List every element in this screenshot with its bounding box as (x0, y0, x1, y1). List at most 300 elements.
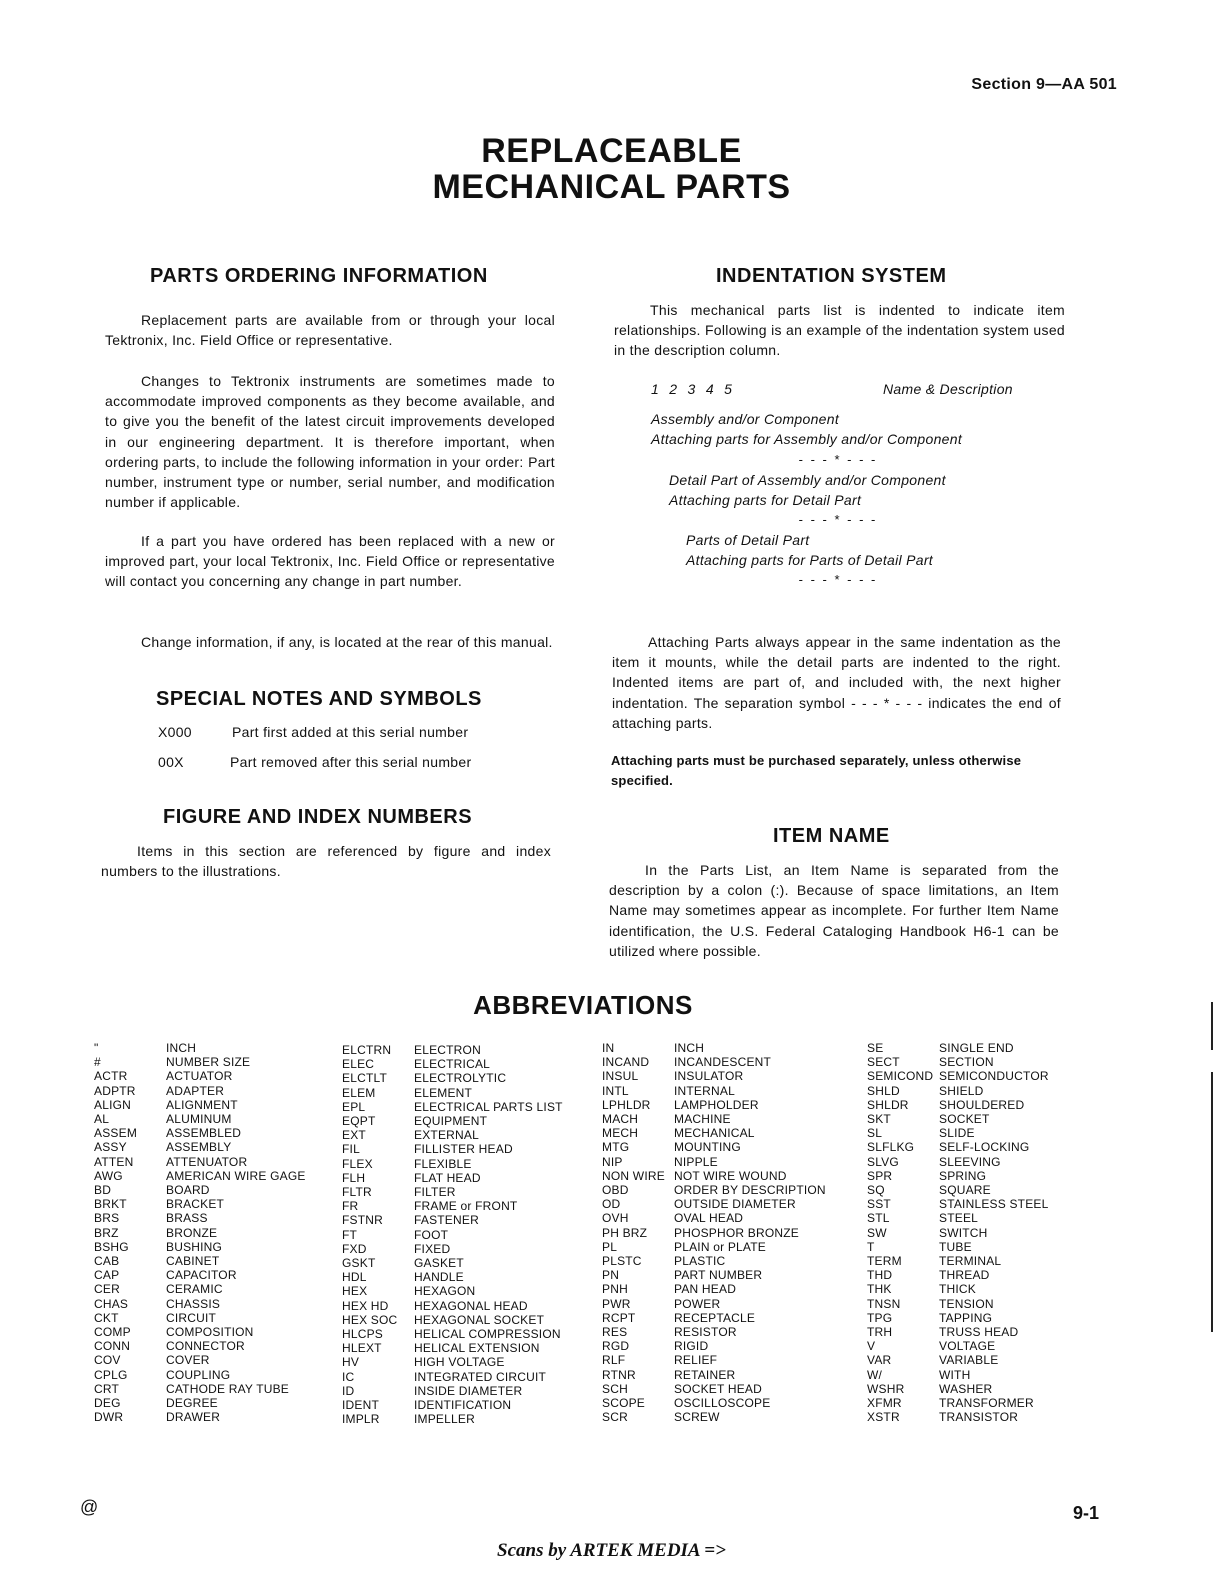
abbreviation-code: ASSY (94, 1140, 127, 1155)
abbreviation-row (867, 1169, 1049, 1183)
abbreviation-meaning: ELECTROLYTIC (414, 1071, 507, 1086)
abbreviation-row (94, 1183, 306, 1197)
abbreviation-meaning: LAMPHOLDER (674, 1097, 759, 1112)
abbreviation-meaning: MOUNTING (674, 1140, 741, 1155)
abbreviation-row (602, 1041, 826, 1055)
footer-symbol: @ (80, 1497, 99, 1517)
abbreviation-meaning: PART NUMBER (674, 1268, 763, 1283)
abbreviation-meaning: FOOT (414, 1227, 449, 1242)
abbreviation-meaning: INTEGRATED CIRCUIT (414, 1369, 547, 1384)
abbreviation-row (867, 1098, 1049, 1112)
abbreviation-meaning: TUBE (939, 1239, 972, 1254)
abbreviation-meaning: FLAT HEAD (414, 1170, 481, 1185)
abbreviation-row (867, 1268, 1049, 1282)
abbreviation-code: RLF (602, 1353, 626, 1368)
edge-mark (1211, 1072, 1213, 1332)
abbreviation-meaning: WITH (939, 1367, 971, 1382)
abbreviation-row (342, 1114, 563, 1128)
abbreviation-code: HEX HD (342, 1298, 389, 1313)
attaching-parts-note: Attaching parts must be purchased separately, unless otherwise specified. (611, 753, 1022, 788)
abbreviation-row (342, 1185, 563, 1199)
abbreviation-meaning: CABINET (166, 1254, 220, 1269)
separator-symbol: - - - * - - - (798, 572, 878, 587)
abbreviation-code: SCOPE (602, 1396, 646, 1411)
abbreviation-meaning: STAINLESS STEEL (939, 1197, 1049, 1212)
abbreviation-meaning: NIPPLE (674, 1154, 718, 1169)
abbreviation-meaning: BRACKET (166, 1197, 225, 1212)
abbreviation-code: ACTR (94, 1069, 128, 1084)
abbreviation-row (342, 1398, 563, 1412)
abbreviation-row (94, 1112, 306, 1126)
abbreviation-meaning: FILLISTER HEAD (414, 1142, 513, 1157)
abbreviation-meaning: MACHINE (674, 1112, 731, 1127)
abbreviation-code: ELCTLT (342, 1071, 387, 1086)
abbreviation-row (94, 1155, 306, 1169)
edge-mark (1211, 1002, 1213, 1050)
abbreviation-code: MECH (602, 1126, 639, 1141)
abbreviation-meaning: THICK (939, 1282, 976, 1297)
abbreviation-code: FIL (342, 1142, 360, 1157)
abbreviation-row (342, 1313, 563, 1327)
abbreviation-code: W/ (867, 1367, 883, 1382)
abbreviation-meaning: OSCILLOSCOPE (674, 1396, 771, 1411)
abbreviation-row (94, 1140, 306, 1154)
abbreviation-meaning: COMPOSITION (166, 1325, 254, 1340)
abbreviation-code: SEMICOND (867, 1069, 934, 1084)
abbreviation-meaning: ASSEMBLED (166, 1126, 242, 1141)
abbreviation-code: SLFLKG (867, 1140, 915, 1155)
abbreviation-code: SST (867, 1197, 891, 1212)
abbreviation-row (94, 1098, 306, 1112)
parts-ordering-p2: Changes to Tektronix instruments are sometimes made to accommodate improved components as they become available, and to give you the benefit of the latest circuit improvements developed in our engineering department. It is therefore important, when ordering parts, to include the following information in your order: Part number, instrument type or number, serial number, and modification number if applicable. (105, 373, 555, 511)
abbreviation-meaning: SHIELD (939, 1083, 984, 1098)
item-name-p1: In the Parts List, an Item Name is separated from the description by a colon (:). Because of space limitations, an Item Name may sometimes appear as incomplete. For further Item Name identification, the U.S. Federal Cataloging Handbook H6-1 can be utilized where possible. (609, 862, 1059, 959)
abbreviation-row (342, 1370, 563, 1384)
abbreviation-row (94, 1169, 306, 1183)
abbreviation-code: EQPT (342, 1114, 376, 1129)
abbreviation-row (342, 1057, 563, 1071)
abbreviation-meaning: PAN HEAD (674, 1282, 737, 1297)
abbreviation-row (867, 1410, 1049, 1424)
abbreviation-code: SPR (867, 1168, 893, 1183)
abbreviation-row (867, 1041, 1049, 1055)
abbreviation-meaning: HEXAGONAL SOCKET (414, 1312, 545, 1327)
abbreviation-code: MACH (602, 1112, 639, 1127)
abbreviation-row (94, 1055, 306, 1069)
abbreviation-meaning: VOLTAGE (939, 1339, 996, 1354)
abbreviation-code: PWR (602, 1296, 631, 1311)
abbreviation-meaning: IDENTIFICATION (414, 1398, 512, 1413)
abbreviation-meaning: INCANDESCENT (674, 1055, 772, 1070)
abbreviation-code: " (94, 1041, 99, 1055)
indent-line-assembly-attaching: Attaching parts for Assembly and/or Component (651, 431, 963, 447)
abbreviation-row (94, 1197, 306, 1211)
page-title-line1: REPLACEABLE (481, 132, 742, 170)
indentation-p2: Attaching Parts always appear in the same indentation as the item it mounts, while the detail parts are indented to the right. Indented items are part of, and included with, the next higher indentation. The separation symbol - - - * - - - indicates the end of attaching parts. (612, 634, 1061, 731)
abbreviation-meaning: HIGH VOLTAGE (414, 1355, 505, 1370)
abbreviation-code: V (867, 1339, 876, 1354)
indent-line-parts: Parts of Detail Part (686, 532, 810, 548)
abbreviation-code: TNSN (867, 1296, 901, 1311)
abbreviation-meaning: NOT WIRE WOUND (674, 1168, 787, 1183)
abbreviation-code: EXT (342, 1128, 366, 1143)
abbreviation-meaning: TRUSS HEAD (939, 1325, 1019, 1340)
abbreviation-meaning: CATHODE RAY TUBE (166, 1381, 290, 1396)
separator-symbol: - - - * - - - (798, 452, 878, 467)
abbreviation-code: DWR (94, 1410, 124, 1425)
abbreviation-code: SLVG (867, 1154, 899, 1169)
abbreviation-code: ALIGN (94, 1097, 132, 1112)
abbreviation-code: NON WIRE (602, 1168, 665, 1183)
abbreviation-row (602, 1240, 826, 1254)
indent-line-parts-attaching: Attaching parts for Parts of Detail Part (686, 552, 933, 568)
abbreviation-meaning: GASKET (414, 1256, 464, 1271)
abbreviations-col3 (602, 1041, 826, 1424)
abbreviation-row (602, 1297, 826, 1311)
abbreviation-meaning: ELECTRICAL (414, 1057, 491, 1072)
abbreviation-code: CER (94, 1282, 120, 1297)
abbreviation-row (342, 1043, 563, 1057)
abbreviation-row (867, 1211, 1049, 1225)
abbreviation-row (94, 1382, 306, 1396)
abbreviation-code: ID (342, 1383, 355, 1398)
abbreviation-row (94, 1311, 306, 1325)
abbreviation-meaning: MECHANICAL (674, 1126, 755, 1141)
abbreviation-meaning: TRANSISTOR (939, 1410, 1019, 1425)
abbreviation-code: ATTEN (94, 1154, 134, 1169)
abbreviation-row (867, 1282, 1049, 1296)
abbreviation-code: INTL (602, 1083, 629, 1098)
abbreviation-meaning: TAPPING (939, 1310, 993, 1325)
abbreviation-code: DEG (94, 1396, 121, 1411)
abbreviations-heading: ABBREVIATIONS (473, 990, 693, 1020)
abbreviation-row (342, 1199, 563, 1213)
abbreviation-row (342, 1242, 563, 1256)
abbreviation-meaning: DRAWER (166, 1410, 221, 1425)
abbreviation-meaning: FIXED (414, 1241, 451, 1256)
abbreviation-code: BSHG (94, 1239, 129, 1254)
abbreviation-code: OBD (602, 1183, 629, 1198)
abbreviation-meaning: ADAPTER (166, 1083, 225, 1098)
abbreviation-code: BRKT (94, 1197, 127, 1212)
abbreviation-meaning: CAPACITOR (166, 1268, 237, 1283)
abbreviation-meaning: VARIABLE (939, 1353, 999, 1368)
abbreviation-code: PH BRZ (602, 1225, 648, 1240)
abbreviation-meaning: INSIDE DIAMETER (414, 1383, 523, 1398)
abbreviation-row (867, 1325, 1049, 1339)
abbreviation-code: AWG (94, 1168, 123, 1183)
abbreviation-code: RCPT (602, 1310, 636, 1325)
abbreviation-row (602, 1155, 826, 1169)
abbreviation-meaning: INCH (166, 1041, 197, 1055)
abbreviation-code: SE (867, 1041, 884, 1055)
abbreviation-meaning: EXTERNAL (414, 1128, 479, 1143)
abbreviation-meaning: SELF-LOCKING (939, 1140, 1030, 1155)
abbreviation-code: HV (342, 1355, 360, 1370)
abbreviation-meaning: HELICAL COMPRESSION (414, 1327, 561, 1342)
abbreviation-code: SQ (867, 1183, 885, 1198)
abbreviation-row (867, 1226, 1049, 1240)
abbreviation-code: CHAS (94, 1296, 129, 1311)
abbreviation-code: FSTNR (342, 1213, 383, 1228)
abbreviation-row (602, 1197, 826, 1211)
abbreviation-row (602, 1396, 826, 1410)
abbreviation-row (867, 1353, 1049, 1367)
figure-index-heading: FIGURE AND INDEX NUMBERS (163, 806, 473, 828)
symbol-code: X000 (158, 724, 192, 740)
abbreviation-code: FLEX (342, 1156, 373, 1171)
abbreviation-meaning: HEXAGONAL HEAD (414, 1298, 528, 1313)
abbreviation-row (94, 1240, 306, 1254)
abbreviation-row (867, 1183, 1049, 1197)
page-number: 9-1 (1072, 1503, 1099, 1523)
abbreviation-meaning: BUSHING (166, 1239, 223, 1254)
abbreviation-meaning: HELICAL EXTENSION (414, 1341, 540, 1356)
abbreviation-meaning: NUMBER SIZE (166, 1055, 251, 1070)
abbreviation-meaning: INTERNAL (674, 1083, 735, 1098)
abbreviation-meaning: BOARD (166, 1183, 210, 1198)
abbreviation-meaning: SLEEVING (939, 1154, 1001, 1169)
abbreviations-col4 (867, 1041, 1049, 1424)
abbreviation-code: CKT (94, 1310, 119, 1325)
abbreviation-row (342, 1355, 563, 1369)
abbreviation-row (94, 1282, 306, 1296)
abbreviation-row (602, 1268, 826, 1282)
abbreviation-code: PNH (602, 1282, 628, 1297)
abbreviation-row (94, 1410, 306, 1424)
abbreviation-row (342, 1157, 563, 1171)
abbreviation-meaning: IMPELLER (414, 1412, 475, 1427)
abbreviation-meaning: SEMICONDUCTOR (939, 1069, 1049, 1084)
abbreviation-row (867, 1084, 1049, 1098)
abbreviation-code: ELEC (342, 1057, 375, 1072)
abbreviation-row (342, 1128, 563, 1142)
abbreviation-row (94, 1041, 306, 1055)
abbreviation-row (94, 1297, 306, 1311)
abbreviation-row (602, 1126, 826, 1140)
abbreviation-row (94, 1325, 306, 1339)
abbreviations-col2 (342, 1043, 563, 1426)
abbreviation-meaning: RELIEF (674, 1353, 718, 1368)
abbreviation-meaning: CONNECTOR (166, 1339, 245, 1354)
abbreviation-row (342, 1270, 563, 1284)
abbreviation-row (94, 1353, 306, 1367)
abbreviation-code: IDENT (342, 1398, 379, 1413)
abbreviation-code: ELEM (342, 1085, 376, 1100)
parts-ordering-p1: Replacement parts are available from or through your local Tektronix, Inc. Field Office or representative. (105, 312, 555, 349)
abbreviation-row (342, 1412, 563, 1426)
symbol-text: Part removed after this serial number (230, 754, 472, 770)
indent-levels: 1 2 3 4 5 (651, 381, 733, 397)
abbreviation-row (867, 1368, 1049, 1382)
abbreviation-code: SKT (867, 1112, 891, 1127)
abbreviation-row (342, 1213, 563, 1227)
abbreviation-row (94, 1339, 306, 1353)
indent-line-detail: Detail Part of Assembly and/or Component (669, 472, 946, 488)
abbreviation-code: COMP (94, 1325, 131, 1340)
abbreviation-row (602, 1410, 826, 1424)
abbreviation-meaning: SHOULDERED (939, 1097, 1025, 1112)
abbreviation-meaning: RESISTOR (674, 1325, 737, 1340)
abbreviation-row (342, 1071, 563, 1085)
abbreviation-code: SW (867, 1225, 887, 1240)
abbreviation-row (342, 1299, 563, 1313)
abbreviation-meaning: ASSEMBLY (166, 1140, 232, 1155)
abbreviation-row (867, 1155, 1049, 1169)
abbreviation-code: BD (94, 1183, 112, 1198)
abbreviation-code: AL (94, 1112, 110, 1127)
scans-credit: Scans by ARTEK MEDIA => (497, 1540, 726, 1561)
abbreviation-row (602, 1339, 826, 1353)
abbreviation-code: TERM (867, 1254, 902, 1269)
abbreviation-row (867, 1055, 1049, 1069)
abbreviation-meaning: RECEPTACLE (674, 1310, 756, 1325)
abbreviation-code: HLEXT (342, 1341, 382, 1356)
abbreviation-row (94, 1226, 306, 1240)
abbreviation-row (602, 1084, 826, 1098)
abbreviation-meaning: OUTSIDE DIAMETER (674, 1197, 796, 1212)
abbreviation-code: FXD (342, 1241, 367, 1256)
abbreviation-row (602, 1140, 826, 1154)
indent-line-assembly: Assembly and/or Component (651, 411, 840, 427)
abbreviation-code: FT (342, 1227, 358, 1242)
abbreviation-row (867, 1126, 1049, 1140)
abbreviation-code: FLTR (342, 1185, 372, 1200)
abbreviation-row (342, 1171, 563, 1185)
abbreviation-code: RGD (602, 1339, 630, 1354)
abbreviation-meaning: COUPLING (166, 1367, 231, 1382)
abbreviation-row (602, 1353, 826, 1367)
abbreviation-meaning: ALIGNMENT (166, 1097, 238, 1112)
abbreviation-row (94, 1211, 306, 1225)
abbreviation-row (867, 1396, 1049, 1410)
abbreviation-row (602, 1112, 826, 1126)
abbreviation-meaning: INCH (674, 1041, 705, 1055)
abbreviation-code: OVH (602, 1211, 629, 1226)
abbreviation-meaning: DEGREE (166, 1396, 218, 1411)
abbreviation-meaning: SOCKET (939, 1112, 990, 1127)
section-label: Section 9—AA 501 (971, 76, 1117, 93)
special-notes-heading: SPECIAL NOTES AND SYMBOLS (156, 688, 482, 710)
abbreviation-row (602, 1311, 826, 1325)
abbreviation-meaning: SLIDE (939, 1126, 975, 1141)
abbreviation-code: XFMR (867, 1396, 902, 1411)
abbreviation-code: BRS (94, 1211, 120, 1226)
abbreviation-row (342, 1284, 563, 1298)
abbreviation-row (602, 1325, 826, 1339)
abbreviation-row (867, 1254, 1049, 1268)
abbreviation-row (342, 1086, 563, 1100)
abbreviation-code: TRH (867, 1325, 893, 1340)
abbreviation-row (602, 1169, 826, 1183)
abbreviation-meaning: FRAME or FRONT (414, 1199, 518, 1214)
symbol-code: 00X (158, 754, 184, 770)
abbreviation-meaning: THREAD (939, 1268, 990, 1283)
abbreviation-row (602, 1368, 826, 1382)
abbreviation-meaning: ELECTRICAL PARTS LIST (414, 1099, 563, 1114)
abbreviation-code: OD (602, 1197, 621, 1212)
parts-ordering-heading: PARTS ORDERING INFORMATION (150, 265, 488, 287)
abbreviation-row (342, 1256, 563, 1270)
abbreviation-code: IC (342, 1369, 355, 1384)
abbreviation-code: LPHLDR (602, 1097, 651, 1112)
figure-index-p1: Items in this section are referenced by figure and index numbers to the illustrations. (101, 843, 551, 880)
abbreviation-code: NIP (602, 1154, 623, 1169)
abbreviation-meaning: FLEXIBLE (414, 1156, 472, 1171)
abbreviation-code: RES (602, 1325, 628, 1340)
abbreviation-meaning: INSULATOR (674, 1069, 744, 1084)
abbreviation-meaning: CIRCUIT (166, 1310, 217, 1325)
abbreviation-code: CAB (94, 1254, 120, 1269)
abbreviation-code: IN (602, 1041, 615, 1055)
abbreviation-code: ADPTR (94, 1083, 136, 1098)
abbreviations-col1 (94, 1041, 306, 1424)
abbreviation-code: MTG (602, 1140, 630, 1155)
abbreviation-code: RTNR (602, 1367, 636, 1382)
abbreviation-meaning: EQUIPMENT (414, 1114, 488, 1129)
abbreviation-row (94, 1084, 306, 1098)
abbreviation-code: TPG (867, 1310, 893, 1325)
abbreviation-code: SCR (602, 1410, 628, 1425)
symbol-row-added (158, 724, 468, 740)
abbreviation-code: INCAND (602, 1055, 650, 1070)
abbreviation-code: GSKT (342, 1256, 376, 1271)
abbreviation-meaning: FASTENER (414, 1213, 479, 1228)
abbreviation-code: ASSEM (94, 1126, 138, 1141)
abbreviation-row (342, 1228, 563, 1242)
indent-line-detail-attaching: Attaching parts for Detail Part (669, 492, 862, 508)
abbreviation-code: INSUL (602, 1069, 639, 1084)
abbreviation-meaning: TENSION (939, 1296, 994, 1311)
abbreviation-code: SCH (602, 1381, 628, 1396)
abbreviation-row (94, 1254, 306, 1268)
abbreviation-code: SHLD (867, 1083, 900, 1098)
abbreviation-code: SL (867, 1126, 883, 1141)
abbreviation-code: XSTR (867, 1410, 900, 1425)
abbreviation-row (867, 1382, 1049, 1396)
abbreviation-row (94, 1268, 306, 1282)
abbreviation-meaning: POWER (674, 1296, 721, 1311)
abbreviation-meaning: ORDER BY DESCRIPTION (674, 1183, 826, 1198)
indentation-heading: INDENTATION SYSTEM (716, 265, 947, 287)
abbreviation-meaning: PLASTIC (674, 1254, 726, 1269)
abbreviation-row (867, 1069, 1049, 1083)
separator-symbol: - - - * - - - (798, 512, 878, 527)
abbreviation-code: COV (94, 1353, 121, 1368)
abbreviation-code: FR (342, 1199, 359, 1214)
abbreviation-meaning: TERMINAL (939, 1254, 1002, 1269)
abbreviation-code: STL (867, 1211, 890, 1226)
abbreviation-meaning: ELEMENT (414, 1085, 473, 1100)
abbreviation-meaning: WASHER (939, 1381, 993, 1396)
abbreviation-meaning: SQUARE (939, 1183, 991, 1198)
abbreviation-row (602, 1254, 826, 1268)
abbreviation-row (602, 1055, 826, 1069)
abbreviation-row (94, 1069, 306, 1083)
abbreviation-meaning: COVER (166, 1353, 210, 1368)
abbreviation-meaning: PLAIN or PLATE (674, 1239, 766, 1254)
abbreviation-meaning: BRONZE (166, 1225, 218, 1240)
abbreviation-meaning: TRANSFORMER (939, 1396, 1034, 1411)
abbreviation-meaning: ALUMINUM (166, 1112, 232, 1127)
name-description-label: Name & Description (883, 381, 1013, 397)
abbreviation-code: T (867, 1239, 875, 1254)
abbreviation-row (867, 1297, 1049, 1311)
abbreviation-meaning: SECTION (939, 1055, 994, 1070)
abbreviation-row (867, 1140, 1049, 1154)
abbreviation-meaning: BRASS (166, 1211, 208, 1226)
abbreviation-row (867, 1112, 1049, 1126)
